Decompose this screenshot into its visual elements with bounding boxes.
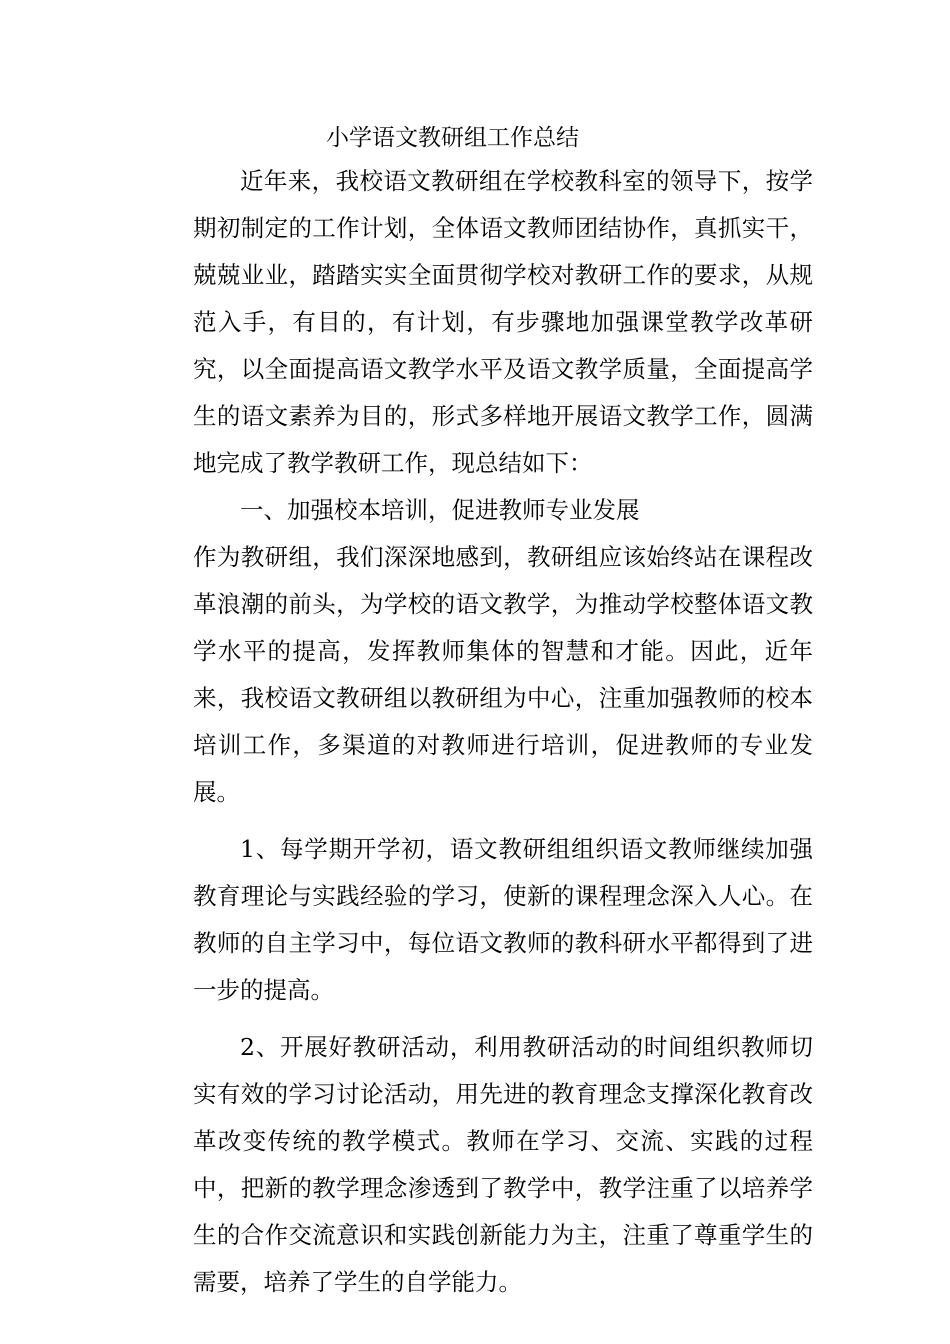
document-body	[193, 158, 813, 1306]
intro-paragraph: 近年来，我校语文教研组在学校教科室的领导下，按学期初制定的工作计划，全体语文教师团结协作，真抓实干，兢兢业业，踏踏实实全面贯彻学校对教研工作的要求，从规范入手，有目的，有计划，有步骤地加强课堂教学改革研究，以全面提高语文教学水平及语文教学质量，全面提高学生的语文素养为目的，形式多样地开展语文教学工作，圆满地完成了教学教研工作，现总结如下：	[193, 167, 813, 477]
list-item-1: 1、每学期开学初，语文教研组组织语文教师继续加强教育理论与实践经验的学习，使新的课程理念深入人心。在教师的自主学习中，每位语文教师的教科研水平都得到了进一步的提高。	[193, 835, 813, 1004]
document-title: 小学语文教研组工作总结	[326, 125, 579, 151]
section-paragraph: 作为教研组，我们深深地感到，教研组应该始终站在课程改革浪潮的前头，为学校的语文教学，为推动学校整体语文教学水平的提高，发挥教师集体的智慧和才能。因此，近年来，我校语文教研组以教研组为中心，注重加强教师的校本培训工作，多渠道的对教师进行培训，促进教师的专业发展。	[193, 543, 813, 806]
section-heading: 一、加强校本培训，促进教师专业发展	[240, 496, 640, 524]
list-item-2: 2、开展好教研活动，利用教研活动的时间组织教师切实有效的学习讨论活动，用先进的教育理念支撑深化教育改革改变传统的教学模式。教师在学习、交流、实践的过程中，把新的教学理念渗透到了教学中，教学注重了以培养学生的合作交流意识和实践创新能力为主，注重了尊重学生的需要，培养了学生的自学能力。	[193, 1033, 813, 1296]
